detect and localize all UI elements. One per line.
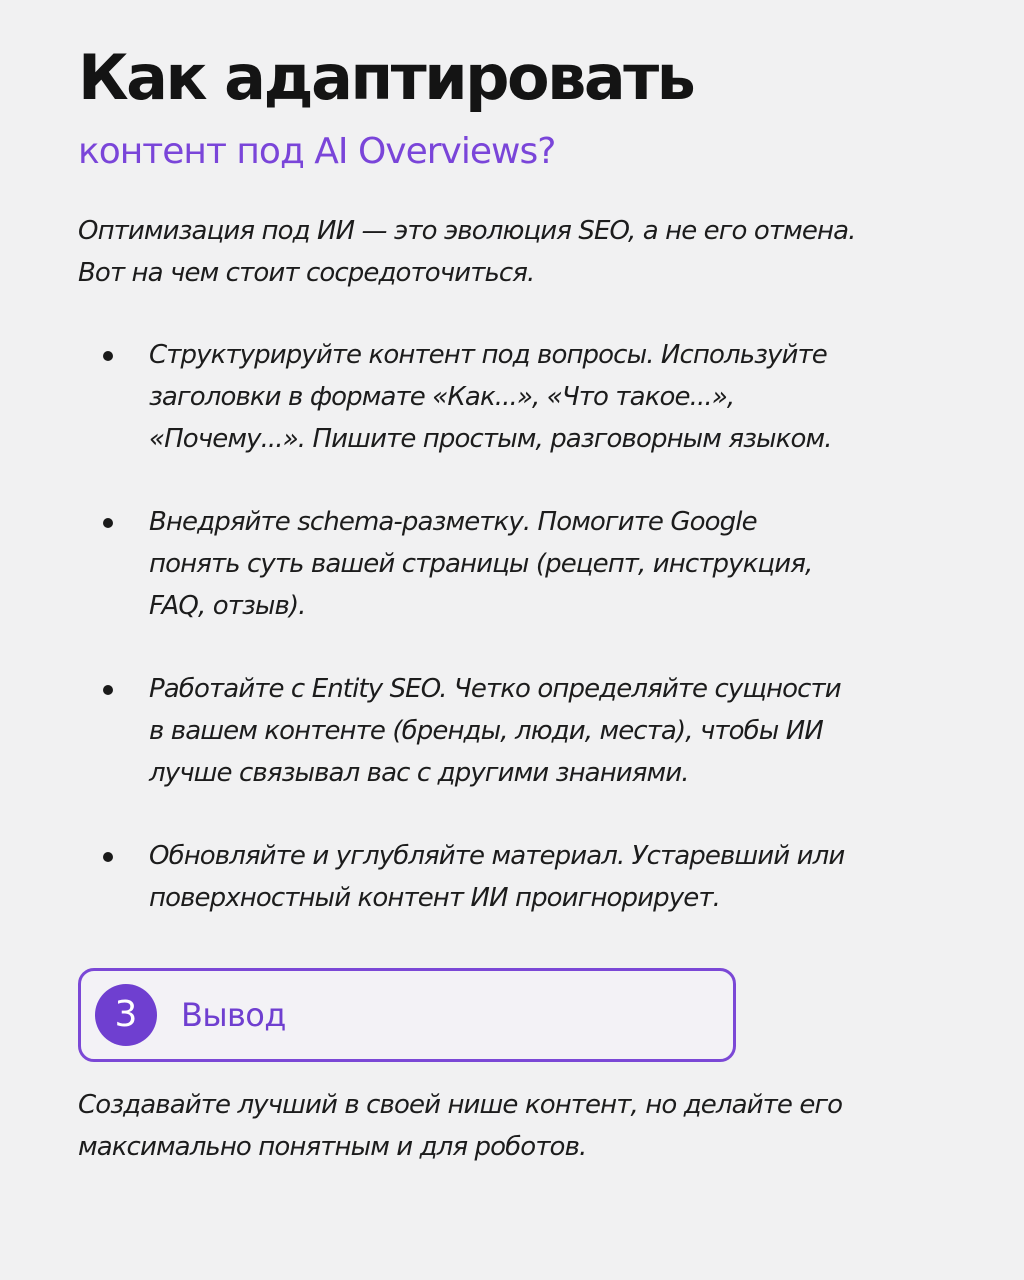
list-item-line: поверхностный контент ИИ проигнорирует.: [149, 883, 720, 913]
intro-line: Вот на чем стоит сосредоточиться.: [78, 258, 535, 288]
list-item-line: заголовки в формате «Как...», «Что такое...»,: [149, 382, 735, 412]
list-item-line: понять суть вашей страницы (рецепт, инструкция,: [149, 549, 813, 579]
callout-label: Вывод: [181, 996, 286, 1034]
list-item-line: Работайте с Entity SEO. Четко определяйте сущности: [149, 674, 841, 704]
bullet-dot-icon: [103, 351, 113, 361]
step-number-badge: 3: [95, 984, 157, 1046]
conclusion-line: Создавайте лучший в своей нише контент, но делайте его: [78, 1090, 843, 1120]
list-item-line: лучше связывал вас с другими знаниями.: [149, 758, 689, 788]
list-item: [78, 668, 964, 794]
list-item-text: [149, 668, 964, 794]
list-item-text: [149, 334, 964, 460]
intro-line: Оптимизация под ИИ — это эволюция SEO, а не его отмена.: [78, 216, 856, 246]
list-item-text: [149, 835, 964, 919]
conclusion-callout: [78, 968, 736, 1062]
conclusion-line: максимально понятным и для роботов.: [78, 1132, 587, 1162]
list-item: [78, 334, 964, 460]
bullet-dot-icon: [103, 685, 113, 695]
list-item: [78, 501, 964, 627]
list-item-line: Структурируйте контент под вопросы. Используйте: [149, 340, 827, 370]
list-item-text: [149, 501, 964, 627]
tips-list: [78, 334, 964, 919]
page-subtitle: контент под AI Overviews?: [78, 131, 556, 172]
list-item-line: Внедряйте schema-разметку. Помогите Google: [149, 507, 757, 537]
list-item-line: в вашем контенте (бренды, люди, места), чтобы ИИ: [149, 716, 823, 746]
list-item-line: FAQ, отзыв).: [149, 591, 306, 621]
list-item-line: «Почему...». Пишите простым, разговорным языком.: [149, 424, 832, 454]
page-title: Как адаптировать: [78, 41, 694, 114]
list-item-line: Обновляйте и углубляйте материал. Устаревший или: [149, 841, 845, 871]
intro-paragraph: [78, 210, 964, 294]
bullet-dot-icon: [103, 518, 113, 528]
conclusion-paragraph: [78, 1084, 842, 1168]
bullet-dot-icon: [103, 852, 113, 862]
list-item: [78, 835, 964, 919]
